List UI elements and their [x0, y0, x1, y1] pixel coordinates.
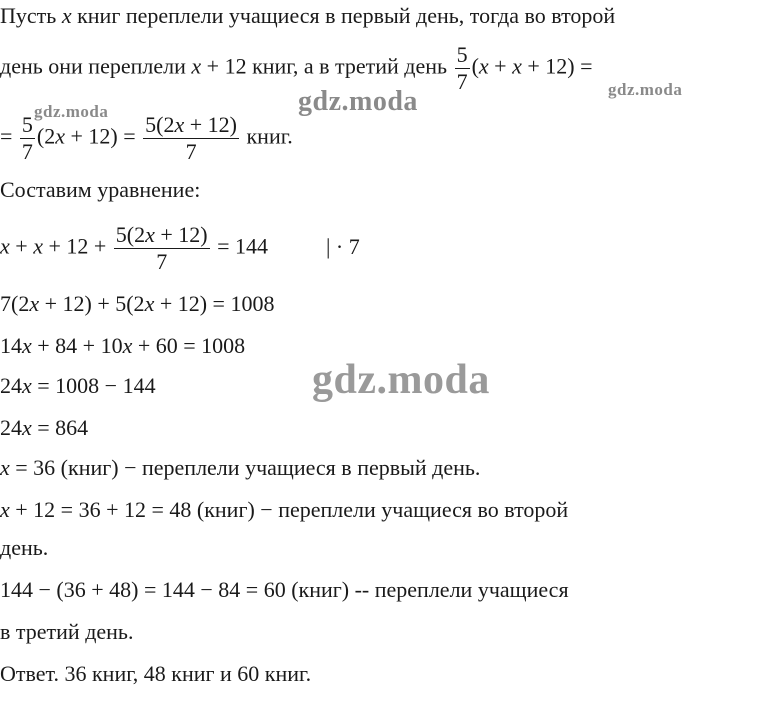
var-x: x — [22, 373, 32, 398]
var-x: x — [22, 415, 32, 440]
var-x: x — [478, 53, 489, 79]
text: = 144 — [211, 233, 269, 259]
text: + 12 книг, а в третий день — [201, 53, 453, 79]
var-x: x — [145, 222, 155, 247]
text: 7(2 — [0, 291, 30, 316]
numerator: 5 — [456, 42, 468, 67]
watermark-large: gdz.moda — [312, 357, 490, 403]
denominator: 7 — [185, 139, 197, 164]
equation-line-9 — [0, 414, 88, 442]
text: + 60 = 1008 — [132, 333, 246, 358]
text: + 12) = 1008 — [154, 291, 275, 316]
numerator: 5 — [21, 112, 33, 137]
equation-line-8 — [0, 372, 156, 400]
var-x: x — [22, 333, 32, 358]
text: Пусть — [0, 3, 62, 28]
var-x: x — [512, 53, 522, 79]
text: 14 — [0, 333, 22, 358]
var-x: x — [191, 53, 202, 79]
text-line-12: день. — [0, 535, 49, 560]
numerator — [143, 112, 239, 139]
var-x: x — [29, 291, 40, 316]
multiply-note: | · 7 — [326, 233, 360, 259]
text: 24 — [0, 373, 22, 398]
fraction-5-7 — [455, 42, 470, 95]
equation-line-5 — [0, 222, 360, 275]
text: + 12) — [154, 222, 208, 247]
denominator: 7 — [156, 249, 168, 274]
text: = 36 (книг) − переплели учащиеся в первый день. — [9, 455, 481, 480]
text: + 12) — [184, 112, 237, 137]
text: книг. — [240, 123, 293, 149]
var-x: x — [55, 123, 66, 149]
fraction-expression — [143, 112, 239, 165]
equation-line-7 — [0, 332, 245, 360]
fraction-5-7 — [20, 112, 35, 165]
var-x: x — [33, 233, 43, 259]
var-x: x — [0, 497, 10, 522]
text: + — [488, 53, 513, 79]
denominator: 7 — [21, 139, 33, 164]
var-x: x — [0, 233, 10, 259]
text: + 84 + 10 — [31, 333, 123, 358]
var-x: x — [122, 333, 133, 358]
denominator: 7 — [456, 69, 468, 94]
var-x: x — [0, 455, 10, 480]
numerator — [114, 222, 210, 249]
text-line-1 — [0, 2, 615, 30]
watermark-small-left: gdz.moda — [34, 102, 109, 121]
var-x: x — [144, 291, 155, 316]
text: + 12) = — [65, 123, 142, 149]
watermark-small-right: gdz.moda — [608, 80, 683, 99]
var-x: x — [61, 3, 72, 28]
text-line-13: 144 − (36 + 48) = 144 − 84 = 60 (книг) -- переплели учащиеся — [0, 577, 569, 602]
text-line-10 — [0, 454, 480, 482]
fraction-expression — [114, 222, 210, 275]
text: 5(2 — [145, 112, 175, 137]
text: 5(2 — [115, 222, 146, 247]
text: + 12 = 36 + 12 = 48 (книг) − переплели учащиеся во второй — [9, 497, 569, 522]
text-line-2 — [0, 42, 593, 95]
text: = 1008 − 144 — [31, 373, 156, 398]
text: = 864 — [31, 415, 89, 440]
text: (2 — [36, 123, 56, 149]
var-x: x — [174, 112, 185, 137]
text-line-11 — [0, 496, 568, 524]
text: = — [0, 123, 18, 149]
watermark-medium: gdz.moda — [298, 86, 418, 117]
text: + 12 + — [42, 233, 112, 259]
text: книг переплели учащиеся в первый день, тогда во второй — [71, 3, 616, 28]
text: + — [9, 233, 34, 259]
text-line-14: в третий день. — [0, 619, 134, 644]
text: день они переплели — [0, 53, 192, 79]
text: + 12) = — [521, 53, 593, 79]
text: + 12) + 5(2 — [39, 291, 145, 316]
text-line-4: Составим уравнение: — [0, 177, 201, 202]
text: ( — [471, 53, 479, 79]
text: 24 — [0, 415, 22, 440]
equation-line-6 — [0, 290, 274, 318]
answer-line: Ответ. 36 книг, 48 книг и 60 книг. — [0, 661, 312, 686]
